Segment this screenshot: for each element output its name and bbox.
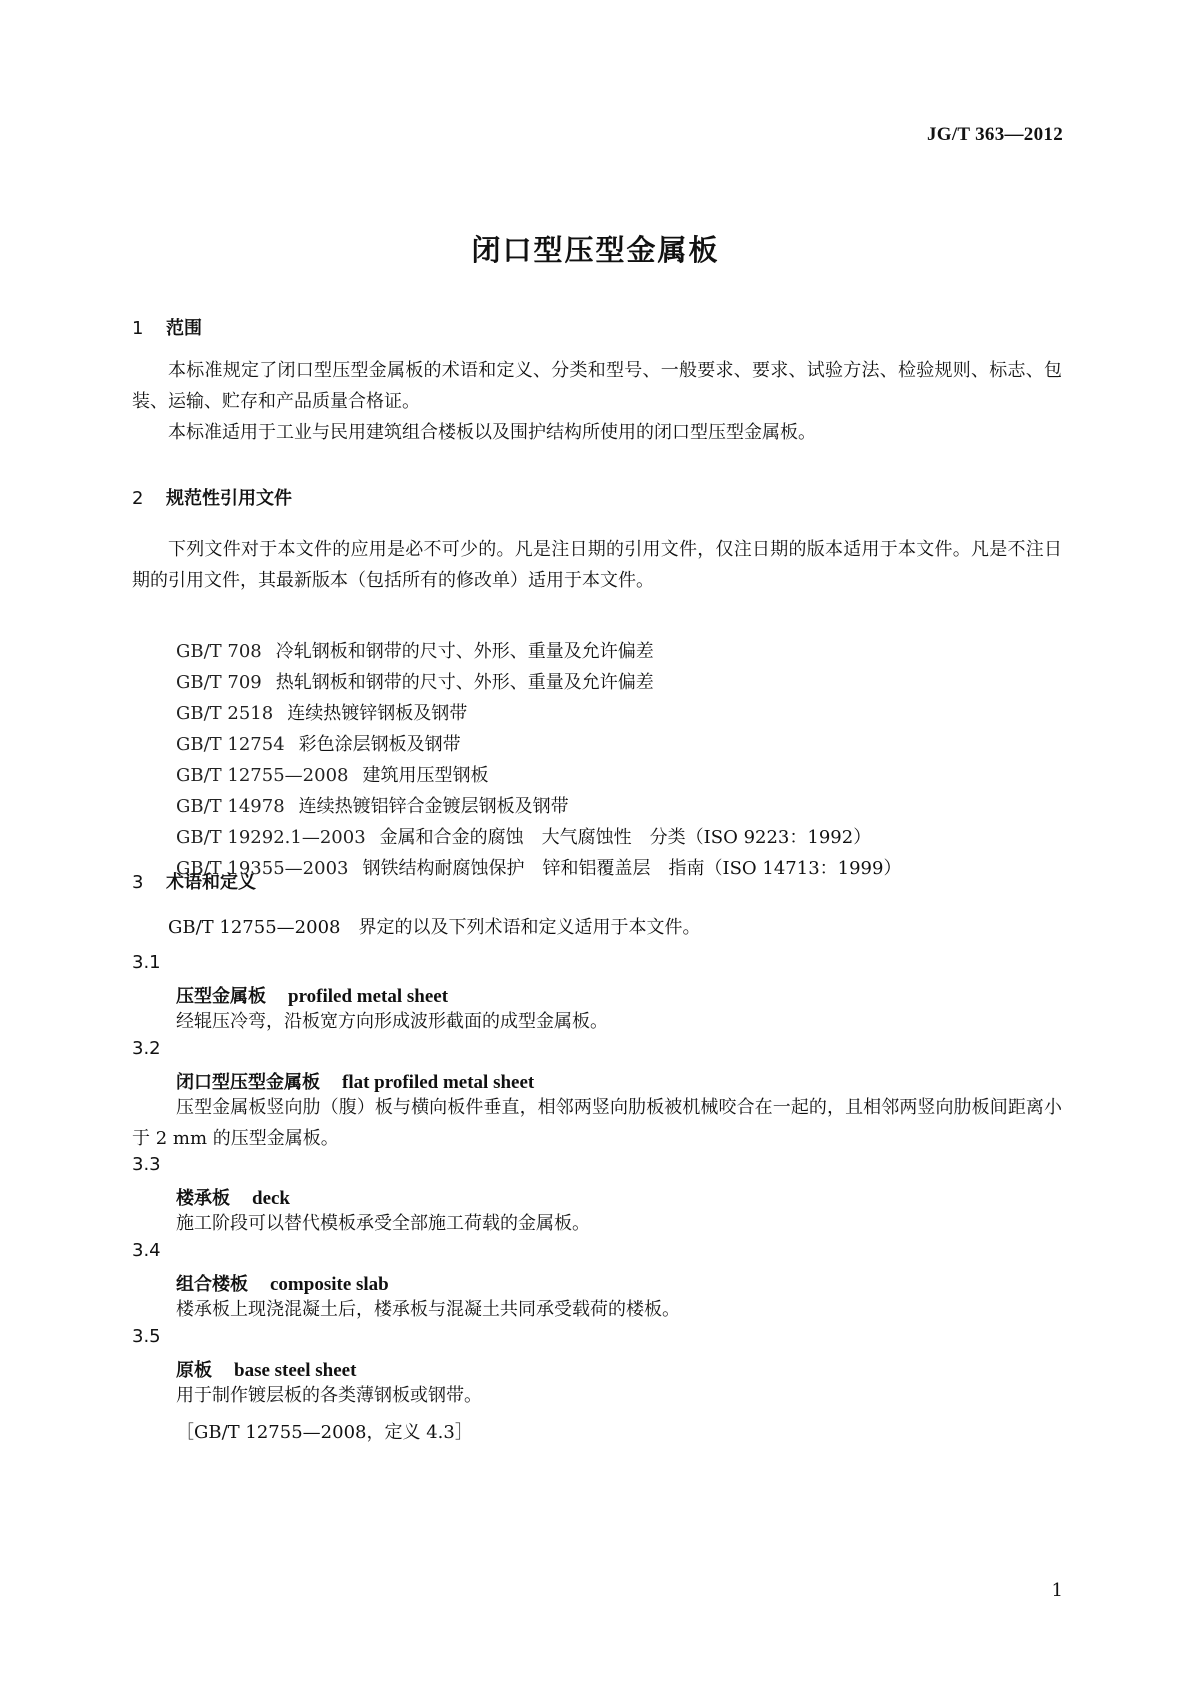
reference-title: 热轧钢板和钢带的尺寸、外形、重量及允许偏差: [275, 672, 654, 693]
reference-code: GB/T 14978: [176, 796, 285, 817]
section-title: 范围: [166, 318, 202, 339]
references-intro-paragraph: 下列文件对于本文件的应用是必不可少的。凡是注日期的引用文件，仅注日期的版本适用于本文件。凡是不注日期的引用文件，其最新版本（包括所有的修改单）适用于本文件。: [132, 539, 1062, 591]
term-number: 3.3: [132, 1154, 161, 1175]
terms-intro-paragraph: GB/T 12755—2008 界定的以及下列术语和定义适用于本文件。: [168, 917, 701, 938]
reference-item: [176, 760, 1062, 791]
reference-list: [176, 636, 1062, 884]
term-chinese: 原板: [176, 1360, 212, 1381]
section-heading-terms-definitions: [132, 868, 256, 894]
reference-title: 连续热镀锌钢板及钢带: [287, 703, 468, 724]
term-number: 3.2: [132, 1038, 161, 1059]
reference-code: GB/T 708: [176, 641, 262, 662]
reference-title: 建筑用压型钢板: [362, 765, 489, 786]
term-heading: [176, 1184, 290, 1210]
page-number: 1: [1051, 1580, 1063, 1601]
reference-item: [176, 636, 1062, 667]
term-heading: [176, 982, 448, 1008]
reference-title: 钢铁结构耐腐蚀保护 锌和铝覆盖层 指南（ISO 14713：1999）: [362, 858, 902, 879]
term-chinese: 压型金属板: [176, 986, 266, 1007]
scope-paragraph-1: 本标准规定了闭口型压型金属板的术语和定义、分类和型号、一般要求、要求、试验方法、检验规则、标志、包装、运输、贮存和产品质量合格证。: [132, 360, 1062, 412]
reference-item: [176, 667, 1062, 698]
reference-item: [176, 853, 1062, 884]
standard-code: JG/T 363—2012: [926, 124, 1063, 145]
reference-title: 彩色涂层钢板及钢带: [298, 734, 461, 755]
reference-item: [176, 698, 1062, 729]
document-title: 闭口型压型金属板: [471, 233, 720, 267]
term-number: 3.5: [132, 1326, 161, 1347]
term-english: profiled metal sheet: [288, 986, 449, 1007]
term-number: 3.1: [132, 952, 161, 973]
term-english: composite slab: [270, 1274, 389, 1295]
reference-title: 冷轧钢板和钢带的尺寸、外形、重量及允许偏差: [275, 641, 654, 662]
term-chinese: 闭口型压型金属板: [176, 1072, 320, 1093]
reference-title: 连续热镀铝锌合金镀层钢板及钢带: [298, 796, 569, 817]
term-definition: 经辊压冷弯，沿板宽方向形成波形截面的成型金属板。: [176, 1011, 608, 1032]
reference-item: [176, 791, 1062, 822]
reference-code: GB/T 19292.1—2003: [176, 827, 366, 848]
term-english: base steel sheet: [234, 1360, 357, 1381]
reference-title: 金属和合金的腐蚀 大气腐蚀性 分类（ISO 9223：1992）: [379, 827, 872, 848]
term-english: deck: [252, 1188, 290, 1209]
term-definition: 施工阶段可以替代模板承受全部施工荷载的金属板。: [176, 1213, 590, 1234]
reference-code: GB/T 12755—2008: [176, 765, 349, 786]
section-number: 1: [132, 318, 144, 339]
reference-item: [176, 729, 1062, 760]
reference-code: GB/T 12754: [176, 734, 285, 755]
section-number: 2: [132, 488, 144, 509]
term-definition: 压型金属板竖向肋（腹）板与横向板件垂直，相邻两竖向肋板被机械咬合在一起的，且相邻两竖向肋板间距离小于 2 mm 的压型金属板。: [132, 1097, 1062, 1149]
term-heading: [176, 1068, 534, 1094]
section-heading-normative-references: [132, 484, 292, 510]
section-title: 规范性引用文件: [166, 488, 292, 509]
reference-code: GB/T 2518: [176, 703, 274, 724]
section-title: 术语和定义: [166, 872, 256, 893]
reference-code: GB/T 19355—2003: [176, 858, 349, 879]
term-source: ［GB/T 12755—2008，定义 4.3］: [176, 1422, 473, 1443]
term-definition: 楼承板上现浇混凝土后，楼承板与混凝土共同承受载荷的楼板。: [176, 1299, 680, 1320]
term-definition: 用于制作镀层板的各类薄钢板或钢带。: [176, 1385, 482, 1406]
term-heading: [176, 1356, 356, 1382]
term-number: 3.4: [132, 1240, 161, 1261]
reference-item: [176, 822, 1062, 853]
term-chinese: 楼承板: [176, 1188, 230, 1209]
scope-paragraph-2: 本标准适用于工业与民用建筑组合楼板以及围护结构所使用的闭口型压型金属板。: [168, 422, 816, 443]
term-heading: [176, 1270, 389, 1296]
term-english: flat profiled metal sheet: [342, 1072, 535, 1093]
section-number: 3: [132, 872, 144, 893]
term-chinese: 组合楼板: [176, 1274, 248, 1295]
section-heading-scope: [132, 314, 202, 340]
reference-code: GB/T 709: [176, 672, 262, 693]
